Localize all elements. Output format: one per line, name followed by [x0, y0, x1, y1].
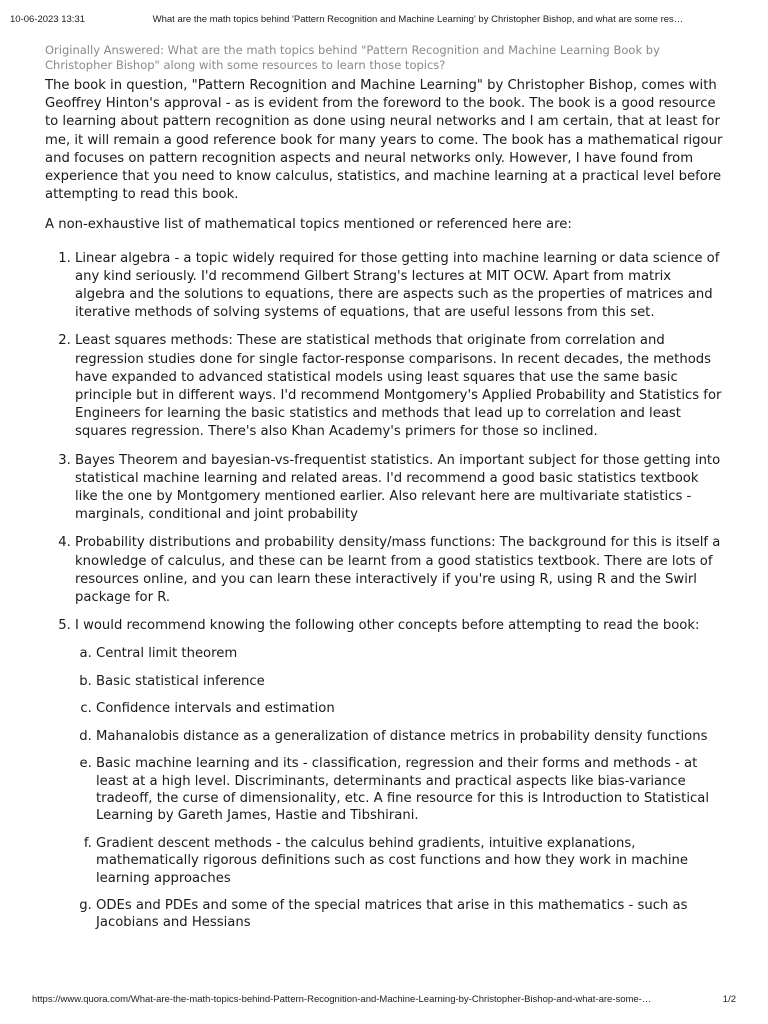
list-item [96, 755, 723, 825]
topics-list [45, 250, 723, 932]
topic-text: Least squares methods: These are statistical methods that originate from correlation and regression studies done for single factor-response comparisons. In recent decades, the methods have expanded to advanced statistical models using least squares that use the same basic principle but in different ways. I'd recommend Montgomery's Applied Probability and Statistics for Engineers for learning the basic statistics and methods that lead up to correlation and least squares regression. There's also Khan Academy's primers for those so inclined. [75, 333, 722, 440]
sub-topic-text: Basic statistical inference [96, 673, 265, 689]
sub-topic-text: Gradient descent methods - the calculus behind gradients, intuitive explanations, mathematically rigorous definitions such as cost functions and how they work in machine learning approaches [96, 835, 688, 886]
topic-text: Bayes Theorem and bayesian-vs-frequentist statistics. An important subject for those getting into statistical machine learning and related areas. I'd recommend a good basic statistics textbook like the one by Montgomery mentioned earlier. Also relevant here are multivariate statistics - marginals, conditional and joint probability [75, 452, 721, 523]
originally-answered-question: Originally Answered: What are the math topics behind "Pattern Recognition and Machine Learning Book by Christopher Bishop" along with some resources to learn those topics? [45, 43, 660, 72]
list-item [96, 645, 723, 662]
topic-text: Probability distributions and probability density/mass functions: The background for this is itself a knowledge of calculus, and these can be learnt from a good statistics textbook. There are lots of resources online, and you can learn these interactively if you're using R, using R and the Swirl package for R. [75, 535, 721, 606]
list-item [96, 897, 723, 932]
list-item [75, 534, 723, 607]
sub-topic-text: Central limit theorem [96, 646, 238, 662]
sub-topics-list [75, 645, 723, 931]
answer-content [45, 43, 723, 942]
sub-topic-text: Confidence intervals and estimation [96, 701, 335, 717]
list-item [75, 452, 723, 525]
topic-text: Linear algebra - a topic widely required for those getting into machine learning or data science of any kind seriously. I'd recommend Gilbert Strang's lectures at MIT OCW. Apart from matrix algebra and the solutions to equations, there are aspects such as the properties of matrices and iterative methods of solving systems of equations, that are useful lessons from this set. [75, 250, 720, 321]
print-page-title: What are the math topics behind 'Pattern Recognition and Machine Learning' by Christopher Bishop, and what are some res… [152, 14, 684, 25]
list-item [96, 728, 723, 745]
list-item [96, 835, 723, 887]
print-url: https://www.quora.com/What-are-the-math-topics-behind-Pattern-Recognition-and-Machine-Learning-by-Christopher-Bishop-and-what-are-some-… [32, 994, 652, 1005]
page-number: 1/2 [722, 994, 736, 1005]
topic-text: I would recommend knowing the following other concepts before attempting to read the book: [75, 618, 700, 634]
list-item [75, 617, 723, 931]
answer-paragraph-1: The book in question, "Pattern Recognition and Machine Learning" by Christopher Bishop, comes with Geoffrey Hinton's approval - as is evident from the foreword to the book. The book is a good resource to learning about pattern recognition as done using neural networks and I am certain, that at least for me, it will remain a good reference book for many years to come. The book has a mathematical rigour and focuses on pattern recognition aspects and neural networks only. However, I have found from experience that you need to know calculus, statistics, and machine learning at a practical level before attempting to read this book. [45, 78, 723, 203]
list-item [96, 700, 723, 717]
list-item [75, 332, 723, 441]
list-item [75, 250, 723, 323]
sub-topic-text: Mahanalobis distance as a generalization of distance metrics in probability density functions [96, 728, 708, 744]
sub-topic-text: Basic machine learning and its - classification, regression and their forms and methods - at least at a high level. Discriminants, determinants and practical aspects like bias-variance tradeoff, the curse of dimensionality, etc. A fine resource for this is Introduction to Statistical Learning by Gareth James, Hastie and Tibshirani. [96, 756, 709, 824]
sub-topic-text: ODEs and PDEs and some of the special matrices that arise in this mathematics - such as Jacobians and Hessians [96, 897, 688, 931]
print-date: 10-06-2023 13:31 [10, 14, 86, 25]
print-footer [32, 994, 736, 1005]
answer-paragraph-2: A non-exhaustive list of mathematical topics mentioned or referenced here are: [45, 217, 572, 233]
list-item [96, 673, 723, 690]
print-header [10, 14, 758, 25]
